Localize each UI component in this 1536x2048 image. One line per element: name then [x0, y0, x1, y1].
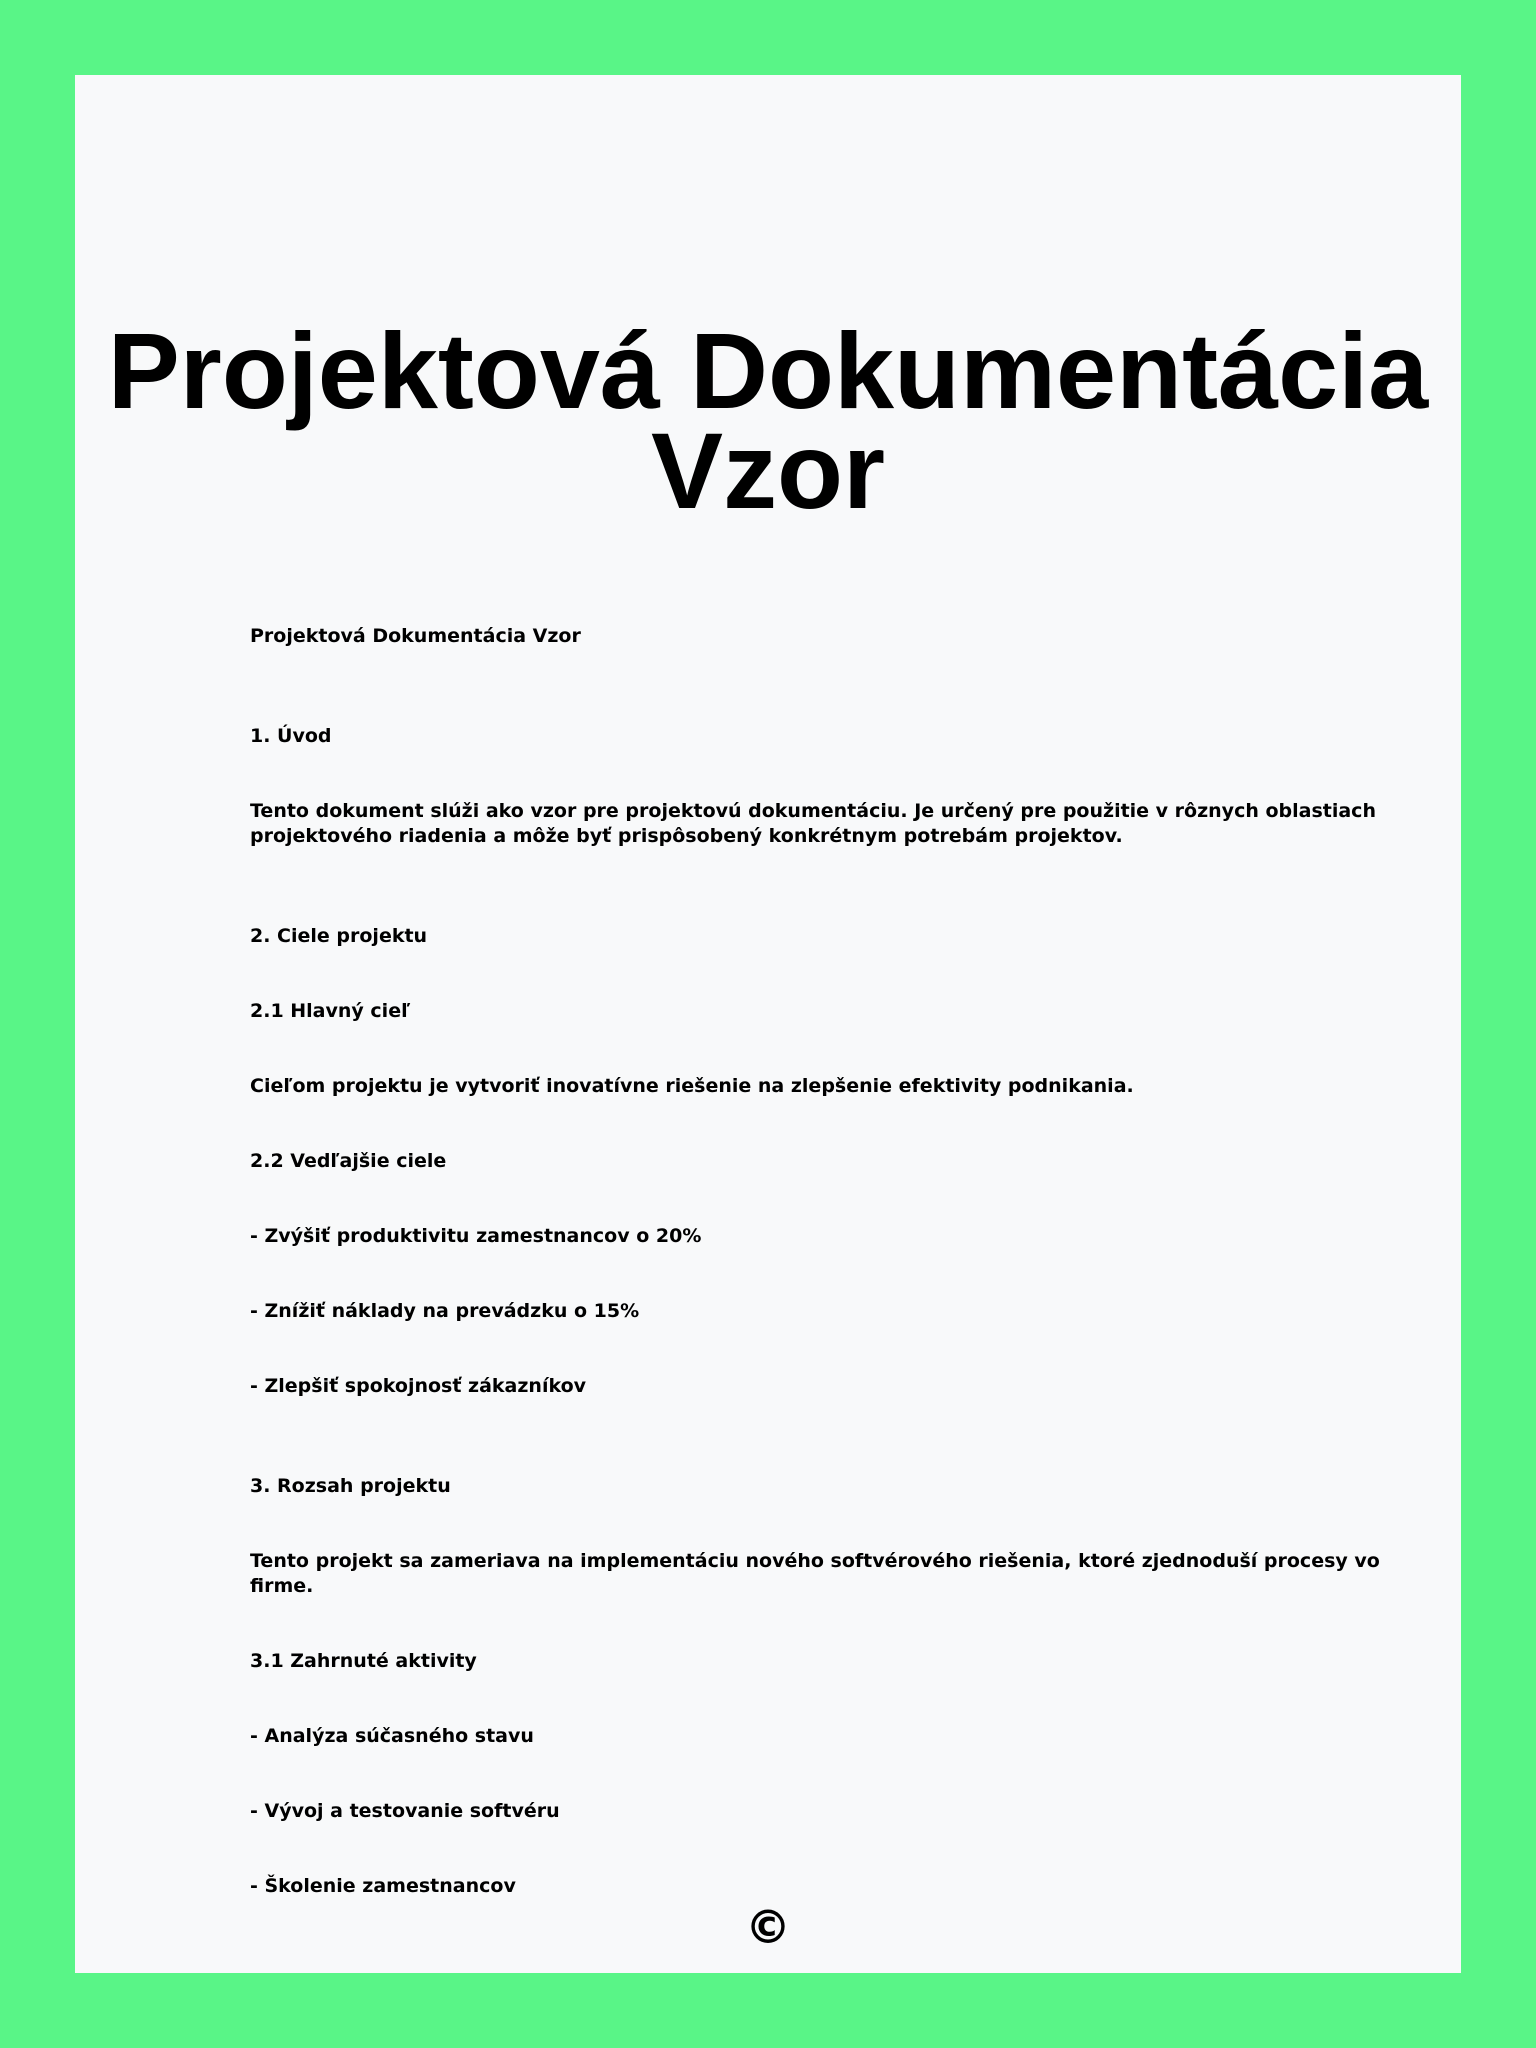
section-1-heading: 1. Úvod: [250, 725, 332, 747]
document-title-line-2: Vzor: [650, 410, 886, 531]
section-3-heading: 3. Rozsah projektu: [250, 1475, 451, 1497]
section-3-paragraph-line-2: firme.: [250, 1575, 314, 1597]
section-2-1-heading: 2.1 Hlavný cieľ: [250, 1000, 411, 1022]
copyright-icon: ©: [745, 1900, 791, 1954]
list-item: - Zlepšiť spokojnosť zákazníkov: [250, 1375, 587, 1397]
list-item: - Analýza súčasného stavu: [250, 1725, 534, 1747]
section-2-1-text: Cieľom projektu je vytvoriť inovatívne riešenie na zlepšenie efektivity podnikania.: [250, 1075, 1134, 1097]
section-3-paragraph-line-1: Tento projekt sa zameriava na implementáciu nového softvérového riešenia, ktoré zjednoduší procesy vo: [250, 1550, 1380, 1572]
section-2-2-heading: 2.2 Vedľajšie ciele: [250, 1150, 447, 1172]
list-item: - Školenie zamestnancov: [250, 1875, 516, 1897]
document-page: [75, 75, 1461, 1973]
document-title-line-1: Projektová Dokumentácia: [107, 310, 1429, 431]
section-3-1-heading: 3.1 Zahrnuté aktivity: [250, 1650, 477, 1672]
document-heading: Projektová Dokumentácia Vzor: [250, 625, 581, 647]
section-1-paragraph-line-1: Tento dokument slúži ako vzor pre projektovú dokumentáciu. Je určený pre použitie v rôznych oblastiach: [250, 800, 1376, 822]
section-1-paragraph-line-2: projektového riadenia a môže byť prispôsobený konkrétnym potrebám projektov.: [250, 825, 1123, 847]
list-item: - Znížiť náklady na prevádzku o 15%: [250, 1300, 640, 1322]
document-title: [75, 310, 1461, 531]
list-item: - Vývoj a testovanie softvéru: [250, 1800, 560, 1822]
section-2-heading: 2. Ciele projektu: [250, 925, 428, 947]
list-item: - Zvýšiť produktivitu zamestnancov o 20%: [250, 1225, 702, 1247]
